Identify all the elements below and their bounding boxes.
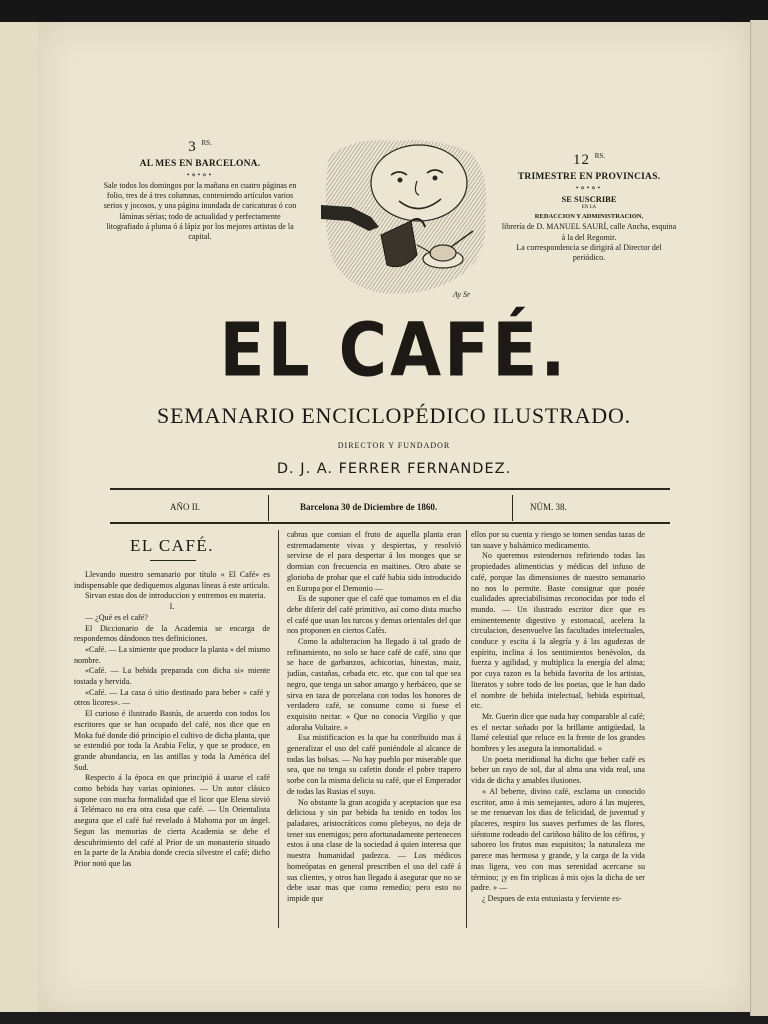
paragraph: Respecto á la época en que principió á usarse el café como bebida hay varias opiniones. — Un autor clásico supone con mucha formalidad que el licor que Elena sirvió á Telémaco no era otra cosa que café. — Un Orientalista asegura que el café fué revelado á Mahoma por un ángel. Segun las memorias de cierta Academia se debe el descubrimiento del café al Prior de un monasterio situado en la parte de la Arabia donde crecia silvestre el café; dicho Prior notó que las (74, 773, 270, 868)
section-number: I. (169, 602, 175, 612)
office-label: REDACCION Y ADMINISTRACION, (534, 213, 644, 221)
publication-description: Sale todos los domingos por la mañana en cuatro páginas en folio, tres de á tres columnas, conteniendo artículos varios serios y jocosos, y una página inundada de caricaturas ó con láminas sérias; todo de actualidad y perfectamente litografiado á pluma ó á lápiz por los mejores artistas de la capital. (103, 181, 297, 242)
monthly-price-value: 3 (188, 139, 197, 155)
newspaper-title: EL CAFÉ. (219, 307, 569, 394)
monthly-price-unit: RS. (201, 139, 212, 147)
paragraph: «Café. — La bebida preparada con dicha si» miente tostada y hervida. (74, 666, 270, 687)
paragraph: « Al beberte, divino café, esclama un conocido escritor, amo á mis semejantes, adoro á las mujeres, se me renuevan los dias de felicidad, de juventud y placeres, respiro los suaves perfumes de las flores, siéntome rodeado del cariñoso hálito de los céfiros, y saboreo los frutos mas esquisitos; la naturaleza me parece mas hermosa y grande, y la carga de la vida mas ligera, veo con mas serenidad acercarse su término; ¡y en fin triplicas á mis ojos la dicha de ser padre. » — (471, 786, 645, 893)
paragraph: El Diccionario de la Academia se encarga de respondernos dándonos tres definiciones. (74, 623, 270, 644)
paragraph: El curioso é ilustrado Bastús, de acuerdo con todos los escritores que se han ocupado del café, nos dice que en Moka fué donde dió principio el cultivo de dicha planta, que se estendió por toda la Arabia Feliz, y que se produce, en grande abundancia, en las antillas y toda la América del Sud. (74, 709, 270, 772)
ornament-right: •⋄•⋄• (575, 184, 603, 192)
director-name: D. J. A. FERRER FERNANDEZ. (276, 461, 512, 477)
monthly-label: AL MES EN BARCELONA. (139, 159, 261, 169)
column-separator-1 (278, 530, 279, 928)
paragraph: Un poeta meridional ha dicho que beber café es beber un rayo de sol, dar al alma una vida real, una vida de dicha y amables ilusiones. (471, 754, 645, 786)
dateline-top-rule (110, 488, 670, 490)
paragraph: Como la adulteracion ha llegado á tal grado de refinamiento, no solo se hace café de café, sino que se hace de garbanzos, achicorias, hinestas, maiz, judías, castañas, cebada etc. etc. que con tal que sea negro, que tenga un sabor amargo y herbáceo, que se sirva en taza de porcelana con todos los honores de verdadero café, se consume como si fuese el exquisito nectar. « Que no conocia Virgilio y que adoraba Voltaire. » (287, 637, 461, 732)
dateline-separator-1 (268, 495, 269, 521)
coffee-sun-illustration (321, 135, 493, 300)
column-separator-2 (466, 530, 467, 928)
paragraph: No obstante la gran acogida y aceptacion que esa deliciosa y sin par bebida ha tenido en todos los paladares, aristocráticos como plebeyos, no deja de tener sus enemigos; pero afortunadamente pertenecen estos á una clase de la sociedad á quien interesa que nuestra humanidad padezca. — Los médicos homeópatas en general prescriben el uso del café á sus clientes, y otros han llegado á asegurar que no se debe usar mas que como remedio; pero esto no impide que (287, 797, 461, 903)
quarterly-price-value: 12 (572, 152, 590, 168)
article-title-rule (150, 560, 196, 561)
masthead-right-block (500, 152, 678, 263)
newspaper-subtitle: SEMANARIO ENCICLOPÉDICO ILUSTRADO. (157, 403, 631, 428)
issue-number: NÚM. 38. (530, 502, 567, 512)
quarterly-price (500, 152, 678, 169)
en-la-label: EN LA (581, 205, 597, 211)
dateline (110, 493, 670, 521)
paragraph: cabras que comian el fruto de aquella planta eran estremadamente vivas y despiertas, y resolvió servirse de el para despertar á los monges que se dormian con frecuencia en maitines. Otro abate se glorioba de probar que el café habia sido introducido en Europa por el Demonio — (287, 530, 461, 593)
paragraph: Es de suponer que el café que tomamos en el dia debe diferir del café primitivo, así como dista mucho el café que usan los turcos y demas orientales del que nos proponen en ciertos Cafés. (287, 594, 461, 636)
monthly-price (100, 139, 300, 156)
paragraph: — ¿Qué es el café? (85, 612, 148, 622)
newspaper-page (38, 22, 750, 1012)
director-label: DIRECTOR Y FUNDADOR (337, 441, 451, 450)
year-label: AÑO II. (170, 502, 200, 512)
article-column-1 (74, 570, 270, 970)
scan-right-edge (750, 20, 768, 1016)
paragraph: ellos por su cuenta y riesgo se tomen sendas tazas de tan suave y balsámico medicamento. (471, 530, 645, 550)
dateline-separator-2 (512, 495, 513, 521)
paragraph: Sirvan estas dos de introduccion y entremos en materia. (85, 591, 266, 601)
article-title: EL CAFÉ. (129, 536, 215, 555)
paragraph: Mr. Guerin dice que nada hay comparable al café; es el nectar soñado por la brillante antigüedad, la llamé celestial que reluce en la frente de los grandes hombres y les asegura la inmortalidad. » (471, 711, 645, 754)
office-address: librería de D. MANUEL SAURÍ, calle Ancha, esquina á la del Regomir. (501, 222, 677, 242)
article-column-3 (471, 530, 645, 930)
article-column-2 (287, 530, 461, 930)
ornament-left: •⋄•⋄• (186, 171, 214, 179)
subscribe-label: SE SUSCRIBE (561, 194, 617, 204)
dateline-bottom-rule (110, 522, 670, 524)
paragraph: ¿ Despues de esta entusiasta y ferviente es- (482, 893, 622, 903)
scan-left-margin (0, 22, 38, 1012)
paragraph: Esa mistificacion es la que ha contribuido mas á generalizar el uso del café poniéndole al alcance de todas las bolsas. — No hay pueblo por miserable que sea, que no tenga su cafetin donde el pobre trapero sorbe con la misma delicia su café, que el Emperador de todas las Rusias el suyo. (287, 733, 461, 796)
place-date: Barcelona 30 de Diciembre de 1860. (300, 502, 438, 512)
masthead-left-block (100, 139, 300, 242)
correspondence-note: La correspondencia se dirigirá al Director del periódico. (516, 242, 662, 263)
paragraph: «Café. — La casa ó sitio destinado para beber » café y otros licores». — (74, 687, 270, 708)
paragraph: No queremos estendernos refiriendo todas las propiedades alimenticias y médicas del infuso de café, porque las dimensiones de nuestro semanario no nos lo permite. Baste consignar que posée cualidades apreciabilisimas reconocidas por todo el mundo. — Un ilustrado escritor dice que es eminentemente digestivo y estomacal, acelera la circulacion, desenvuelve las facultades intelectuales, conduce y escita á la alegría y á las agudezas de espíritu, inclina á los sentimientos benévolos, da fuerza y agilidad, y multiplica la energía del alma; por cuya razon es la bebida favorita de los artistas, literatos y sobre todo de los poetas, que le han dado el nombre de bebida intelectual, bebida espiritual, etc. (471, 551, 645, 711)
illustration-signature: Ay Sr (453, 290, 471, 299)
quarterly-price-unit: RS. (594, 152, 606, 160)
quarterly-label: TRIMESTRE EN PROVINCIAS. (517, 172, 661, 182)
paragraph: «Café. — La simiente que produce la planta » del mismo nombre. (74, 644, 270, 665)
scan-top-border (0, 0, 768, 22)
paragraph: Llevando nuestro semanario por título « El Café» es indispensable que dediquemos algunas líneas á este artículo. (74, 570, 270, 590)
